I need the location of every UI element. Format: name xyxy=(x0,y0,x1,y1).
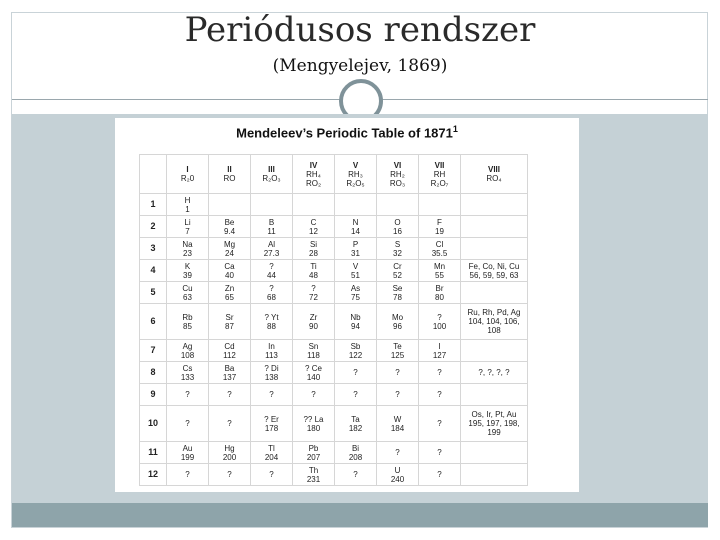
row-number: 6 xyxy=(140,304,167,340)
element-symbol: Cu xyxy=(182,283,193,293)
element-weight: 14 xyxy=(351,226,360,236)
element-weight: 113 xyxy=(265,350,278,360)
element-symbol: O xyxy=(394,217,401,227)
table-title-footnote: 1 xyxy=(452,124,458,134)
element-weight: 23 xyxy=(183,248,192,258)
row-number: 4 xyxy=(140,260,167,282)
element-weight: 63 xyxy=(183,292,192,302)
group-viii-cell xyxy=(461,340,528,362)
element-symbol: ? xyxy=(311,283,316,293)
element-symbol: ? Yt xyxy=(264,312,279,322)
element-symbol: ? xyxy=(353,470,358,479)
element-cell xyxy=(209,362,251,384)
element-cell xyxy=(209,464,251,486)
element-cell xyxy=(335,282,377,304)
element-cell xyxy=(209,406,251,442)
element-cell xyxy=(377,282,419,304)
element-weight: 16 xyxy=(393,226,402,236)
element-symbol: Cs xyxy=(182,363,193,373)
element-cell xyxy=(167,260,209,282)
group-header xyxy=(167,155,209,194)
element-symbol: Tl xyxy=(268,443,275,453)
group-header xyxy=(335,155,377,194)
element-weight: 122 xyxy=(348,350,363,360)
element-cell xyxy=(167,362,209,384)
element-symbol: ? xyxy=(185,419,190,428)
element-cell xyxy=(419,194,461,216)
element-symbol: ? xyxy=(437,312,442,322)
element-weight: 78 xyxy=(393,292,402,302)
element-symbol: ? xyxy=(437,470,442,479)
element-weight: 108 xyxy=(180,350,195,360)
group-name: II xyxy=(227,165,232,174)
slide-subtitle: (Mengyelejev, 1869) xyxy=(272,56,448,76)
row-number: 3 xyxy=(140,238,167,260)
element-weight: 125 xyxy=(390,350,405,360)
element-symbol: Mn xyxy=(433,261,446,271)
element-cell xyxy=(251,442,293,464)
element-symbol: ? xyxy=(437,390,442,399)
element-weight: 204 xyxy=(264,452,279,462)
group-viii-cell: Ru, Rh, Pd, Ag 104, 104, 106, 108 xyxy=(461,304,528,340)
element-symbol: Mo xyxy=(391,312,404,322)
element-cell xyxy=(167,464,209,486)
element-weight: 27.3 xyxy=(263,248,280,258)
element-symbol: Ta xyxy=(351,414,360,424)
element-symbol: ? Di xyxy=(264,363,279,373)
element-weight: 68 xyxy=(267,292,276,302)
element-symbol: ? xyxy=(227,470,232,479)
group-formula: R₂0 xyxy=(180,174,195,183)
footer-bar xyxy=(12,503,708,527)
element-cell xyxy=(377,260,419,282)
element-weight: 112 xyxy=(223,350,236,360)
element-symbol: V xyxy=(352,261,359,271)
element-symbol: ? xyxy=(269,261,274,271)
element-cell xyxy=(335,194,377,216)
group-viii-cell xyxy=(461,442,528,464)
element-cell xyxy=(251,238,293,260)
row-number: 9 xyxy=(140,384,167,406)
row-number: 7 xyxy=(140,340,167,362)
element-cell xyxy=(209,282,251,304)
element-weight: 140 xyxy=(306,372,321,382)
group-header xyxy=(377,155,419,194)
element-symbol: Ca xyxy=(224,261,235,271)
element-symbol: Hg xyxy=(224,443,235,453)
table-row xyxy=(140,442,528,464)
group-viii-cell xyxy=(461,384,528,406)
element-weight: 208 xyxy=(348,452,363,462)
row-number: 5 xyxy=(140,282,167,304)
element-symbol: Li xyxy=(184,217,191,227)
element-cell xyxy=(167,442,209,464)
element-cell xyxy=(209,194,251,216)
element-weight: 9.4 xyxy=(223,226,236,236)
element-weight: 96 xyxy=(393,321,402,331)
element-cell xyxy=(251,194,293,216)
element-symbol: ? xyxy=(395,448,400,457)
element-cell xyxy=(419,406,461,442)
element-cell xyxy=(377,464,419,486)
group-name: VII xyxy=(434,160,445,170)
table-title xyxy=(115,124,579,140)
element-symbol: Sb xyxy=(350,341,361,351)
element-cell xyxy=(167,304,209,340)
element-cell xyxy=(419,260,461,282)
element-cell xyxy=(419,442,461,464)
group-formula: RH₄ xyxy=(306,169,321,179)
group-header xyxy=(419,155,461,194)
element-cell xyxy=(419,362,461,384)
group-viii-cell: ?, ?, ?, ? xyxy=(461,362,528,384)
element-weight: 72 xyxy=(309,292,318,302)
element-cell xyxy=(335,464,377,486)
element-cell xyxy=(293,442,335,464)
corner-cell xyxy=(140,155,167,194)
element-symbol: ? xyxy=(227,419,232,428)
element-symbol: S xyxy=(394,239,401,249)
element-weight: 24 xyxy=(225,248,234,258)
group-formula: RH xyxy=(433,169,446,179)
element-weight: 207 xyxy=(306,452,321,462)
element-weight: 85 xyxy=(183,321,192,331)
group-header xyxy=(251,155,293,194)
element-symbol: Cd xyxy=(224,341,235,351)
element-symbol: ? xyxy=(185,470,190,479)
element-weight: 80 xyxy=(435,292,444,302)
element-cell xyxy=(293,282,335,304)
element-symbol: P xyxy=(352,239,359,249)
element-weight: 51 xyxy=(351,270,360,280)
element-cell xyxy=(377,442,419,464)
table-row xyxy=(140,194,528,216)
element-symbol: ?? La xyxy=(303,414,324,424)
element-cell xyxy=(167,282,209,304)
element-symbol: Zr xyxy=(309,312,318,322)
element-cell xyxy=(293,406,335,442)
element-weight: 94 xyxy=(351,321,360,331)
element-symbol: Si xyxy=(309,239,318,249)
element-weight: 133 xyxy=(180,372,195,382)
row-number: 12 xyxy=(140,464,167,486)
element-symbol: F xyxy=(437,217,442,227)
table-row xyxy=(140,260,528,282)
group-name: III xyxy=(268,165,275,174)
slide-title: Periódusos rendszer xyxy=(184,10,536,50)
periodic-table xyxy=(139,154,528,486)
element-weight: 40 xyxy=(225,270,234,280)
group-header xyxy=(461,155,528,194)
element-symbol: ? xyxy=(269,470,274,479)
element-weight: 35.5 xyxy=(431,248,448,258)
element-symbol: Ba xyxy=(224,363,235,373)
element-weight: 65 xyxy=(225,292,234,302)
element-weight: 184 xyxy=(390,423,405,433)
row-number: 10 xyxy=(140,406,167,442)
periodic-table-image xyxy=(115,118,579,492)
element-cell xyxy=(251,340,293,362)
element-cell xyxy=(419,340,461,362)
element-symbol: Be xyxy=(224,217,235,227)
element-symbol: C xyxy=(310,217,317,227)
group-name: V xyxy=(352,160,359,170)
element-cell xyxy=(167,340,209,362)
element-weight: 28 xyxy=(309,248,318,258)
element-weight: 88 xyxy=(267,321,276,331)
element-cell xyxy=(335,260,377,282)
element-cell xyxy=(335,340,377,362)
element-symbol: ? xyxy=(395,368,400,377)
element-symbol: In xyxy=(268,341,275,351)
element-weight: 7 xyxy=(185,226,190,236)
element-cell xyxy=(419,238,461,260)
element-cell xyxy=(377,194,419,216)
element-symbol: Zn xyxy=(224,283,235,293)
group-name: VIII xyxy=(487,165,500,174)
element-cell xyxy=(335,406,377,442)
element-cell xyxy=(209,304,251,340)
element-symbol: Ti xyxy=(310,261,317,271)
group-viii-cell xyxy=(461,238,528,260)
element-symbol: B xyxy=(268,217,275,227)
element-cell xyxy=(335,384,377,406)
element-weight: 1 xyxy=(185,204,190,214)
table-row xyxy=(140,362,528,384)
element-weight: 55 xyxy=(435,270,444,280)
group-formula: R₂O₃ xyxy=(262,174,281,183)
element-cell xyxy=(377,362,419,384)
element-weight: 31 xyxy=(351,248,360,258)
element-cell xyxy=(335,304,377,340)
element-cell xyxy=(209,260,251,282)
group-viii-cell xyxy=(461,282,528,304)
element-cell xyxy=(377,340,419,362)
element-cell xyxy=(419,282,461,304)
element-cell xyxy=(251,282,293,304)
element-symbol: Sr xyxy=(225,312,234,322)
element-cell xyxy=(251,216,293,238)
group-viii-cell xyxy=(461,464,528,486)
element-symbol: ? xyxy=(353,368,358,377)
element-cell xyxy=(167,406,209,442)
element-symbol: As xyxy=(350,283,361,293)
row-number: 1 xyxy=(140,194,167,216)
element-cell xyxy=(377,406,419,442)
group-viii-cell: Os, Ir, Pt, Au 195, 197, 198, 199 xyxy=(461,406,528,442)
element-weight: 138 xyxy=(264,372,279,382)
element-cell xyxy=(251,304,293,340)
group-viii-cell: Fe, Co, Ni, Cu 56, 59, 59, 63 xyxy=(461,260,528,282)
element-cell xyxy=(293,384,335,406)
group-name: I xyxy=(186,165,189,174)
element-cell xyxy=(335,238,377,260)
element-symbol: H xyxy=(184,195,191,205)
element-cell xyxy=(293,194,335,216)
group-viii-cell xyxy=(461,194,528,216)
element-symbol: Pb xyxy=(308,443,319,453)
group-header-row xyxy=(140,155,528,194)
element-symbol: K xyxy=(184,261,191,271)
element-cell xyxy=(293,304,335,340)
group-header xyxy=(293,155,335,194)
element-symbol: ? xyxy=(353,390,358,399)
group-name: IV xyxy=(309,160,318,170)
group-formula: R₂O₇ xyxy=(430,178,449,188)
element-cell xyxy=(293,260,335,282)
element-symbol: ? xyxy=(437,419,442,428)
element-weight: 32 xyxy=(393,248,402,258)
group-formula: RO₄ xyxy=(486,174,502,183)
element-cell xyxy=(167,384,209,406)
element-symbol: Te xyxy=(393,341,402,351)
element-symbol: Se xyxy=(392,283,403,293)
element-cell xyxy=(209,216,251,238)
element-symbol: ? Er xyxy=(264,414,279,424)
element-weight: 12 xyxy=(309,226,318,236)
element-symbol: I xyxy=(438,341,441,351)
element-weight: 118 xyxy=(307,350,320,360)
table-row xyxy=(140,304,528,340)
table-row xyxy=(140,406,528,442)
table-row xyxy=(140,216,528,238)
element-weight: 100 xyxy=(432,321,447,331)
group-formula: RO xyxy=(223,174,236,183)
element-symbol: ? Ce xyxy=(305,363,322,373)
element-cell xyxy=(293,340,335,362)
element-cell xyxy=(293,464,335,486)
element-symbol: U xyxy=(394,465,401,475)
element-cell xyxy=(251,406,293,442)
element-weight: 178 xyxy=(264,423,279,433)
element-weight: 200 xyxy=(222,452,237,462)
element-symbol: Bi xyxy=(351,443,360,453)
element-cell xyxy=(209,384,251,406)
element-weight: 240 xyxy=(390,474,405,484)
row-number: 11 xyxy=(140,442,167,464)
element-weight: 75 xyxy=(351,292,360,302)
element-cell xyxy=(167,216,209,238)
element-cell xyxy=(377,238,419,260)
element-cell xyxy=(251,362,293,384)
element-symbol: ? xyxy=(311,390,316,399)
table-row xyxy=(140,238,528,260)
element-cell xyxy=(377,304,419,340)
element-symbol: Cr xyxy=(393,261,402,271)
element-cell xyxy=(209,442,251,464)
element-weight: 90 xyxy=(309,321,318,331)
element-weight: 199 xyxy=(180,452,195,462)
element-symbol: ? xyxy=(269,390,274,399)
element-weight: 19 xyxy=(435,226,444,236)
row-number: 2 xyxy=(140,216,167,238)
element-cell xyxy=(377,216,419,238)
table-row xyxy=(140,340,528,362)
element-symbol: Na xyxy=(182,239,193,249)
element-weight: 11 xyxy=(267,226,276,236)
element-symbol: Br xyxy=(435,283,444,293)
element-cell xyxy=(419,304,461,340)
element-weight: 231 xyxy=(306,474,321,484)
element-cell xyxy=(251,260,293,282)
element-symbol: ? xyxy=(185,390,190,399)
group-name: VI xyxy=(393,160,402,170)
group-formula: RH₂ xyxy=(390,169,405,179)
element-weight: 137 xyxy=(222,372,237,382)
element-symbol: ? xyxy=(227,390,232,399)
table-row xyxy=(140,384,528,406)
table-row xyxy=(140,282,528,304)
group-header xyxy=(209,155,251,194)
element-symbol: Sn xyxy=(308,341,319,351)
element-symbol: Th xyxy=(308,465,319,475)
element-cell xyxy=(209,238,251,260)
element-cell xyxy=(167,238,209,260)
element-weight: 44 xyxy=(267,270,276,280)
element-symbol: ? xyxy=(269,283,274,293)
row-number: 8 xyxy=(140,362,167,384)
element-weight: 87 xyxy=(225,321,234,331)
group-formula: RO₂ xyxy=(305,178,322,188)
table-title-text: Mendeleev’s Periodic Table of 1871 xyxy=(236,125,453,141)
element-weight: 182 xyxy=(348,423,363,433)
element-symbol: Au xyxy=(182,443,193,453)
element-symbol: ? xyxy=(395,390,400,399)
element-symbol: W xyxy=(393,414,402,424)
group-formula: R₂O₅ xyxy=(346,178,365,188)
element-cell xyxy=(377,384,419,406)
element-cell xyxy=(209,340,251,362)
element-symbol: ? xyxy=(437,368,442,377)
element-cell xyxy=(251,464,293,486)
element-cell xyxy=(335,216,377,238)
element-symbol: ? xyxy=(437,448,442,457)
element-weight: 48 xyxy=(309,270,318,280)
element-weight: 180 xyxy=(306,423,321,433)
element-cell xyxy=(251,384,293,406)
element-symbol: N xyxy=(352,217,359,227)
element-cell xyxy=(293,362,335,384)
group-formula: RH₃ xyxy=(348,169,363,179)
element-weight: 39 xyxy=(183,270,192,280)
table-row xyxy=(140,464,528,486)
element-symbol: Cl xyxy=(435,239,444,249)
element-cell xyxy=(335,442,377,464)
element-cell xyxy=(335,362,377,384)
element-cell xyxy=(293,216,335,238)
element-cell xyxy=(419,384,461,406)
element-symbol: Al xyxy=(267,239,276,249)
element-cell xyxy=(167,194,209,216)
element-cell xyxy=(419,464,461,486)
element-cell xyxy=(419,216,461,238)
element-weight: 127 xyxy=(432,350,447,360)
element-symbol: Nb xyxy=(350,312,361,322)
element-symbol: Ag xyxy=(182,341,193,351)
group-formula: RO₃ xyxy=(389,178,406,188)
element-cell xyxy=(293,238,335,260)
element-symbol: Rb xyxy=(182,312,193,322)
element-weight: 52 xyxy=(393,270,402,280)
element-symbol: Mg xyxy=(223,239,236,249)
group-viii-cell xyxy=(461,216,528,238)
